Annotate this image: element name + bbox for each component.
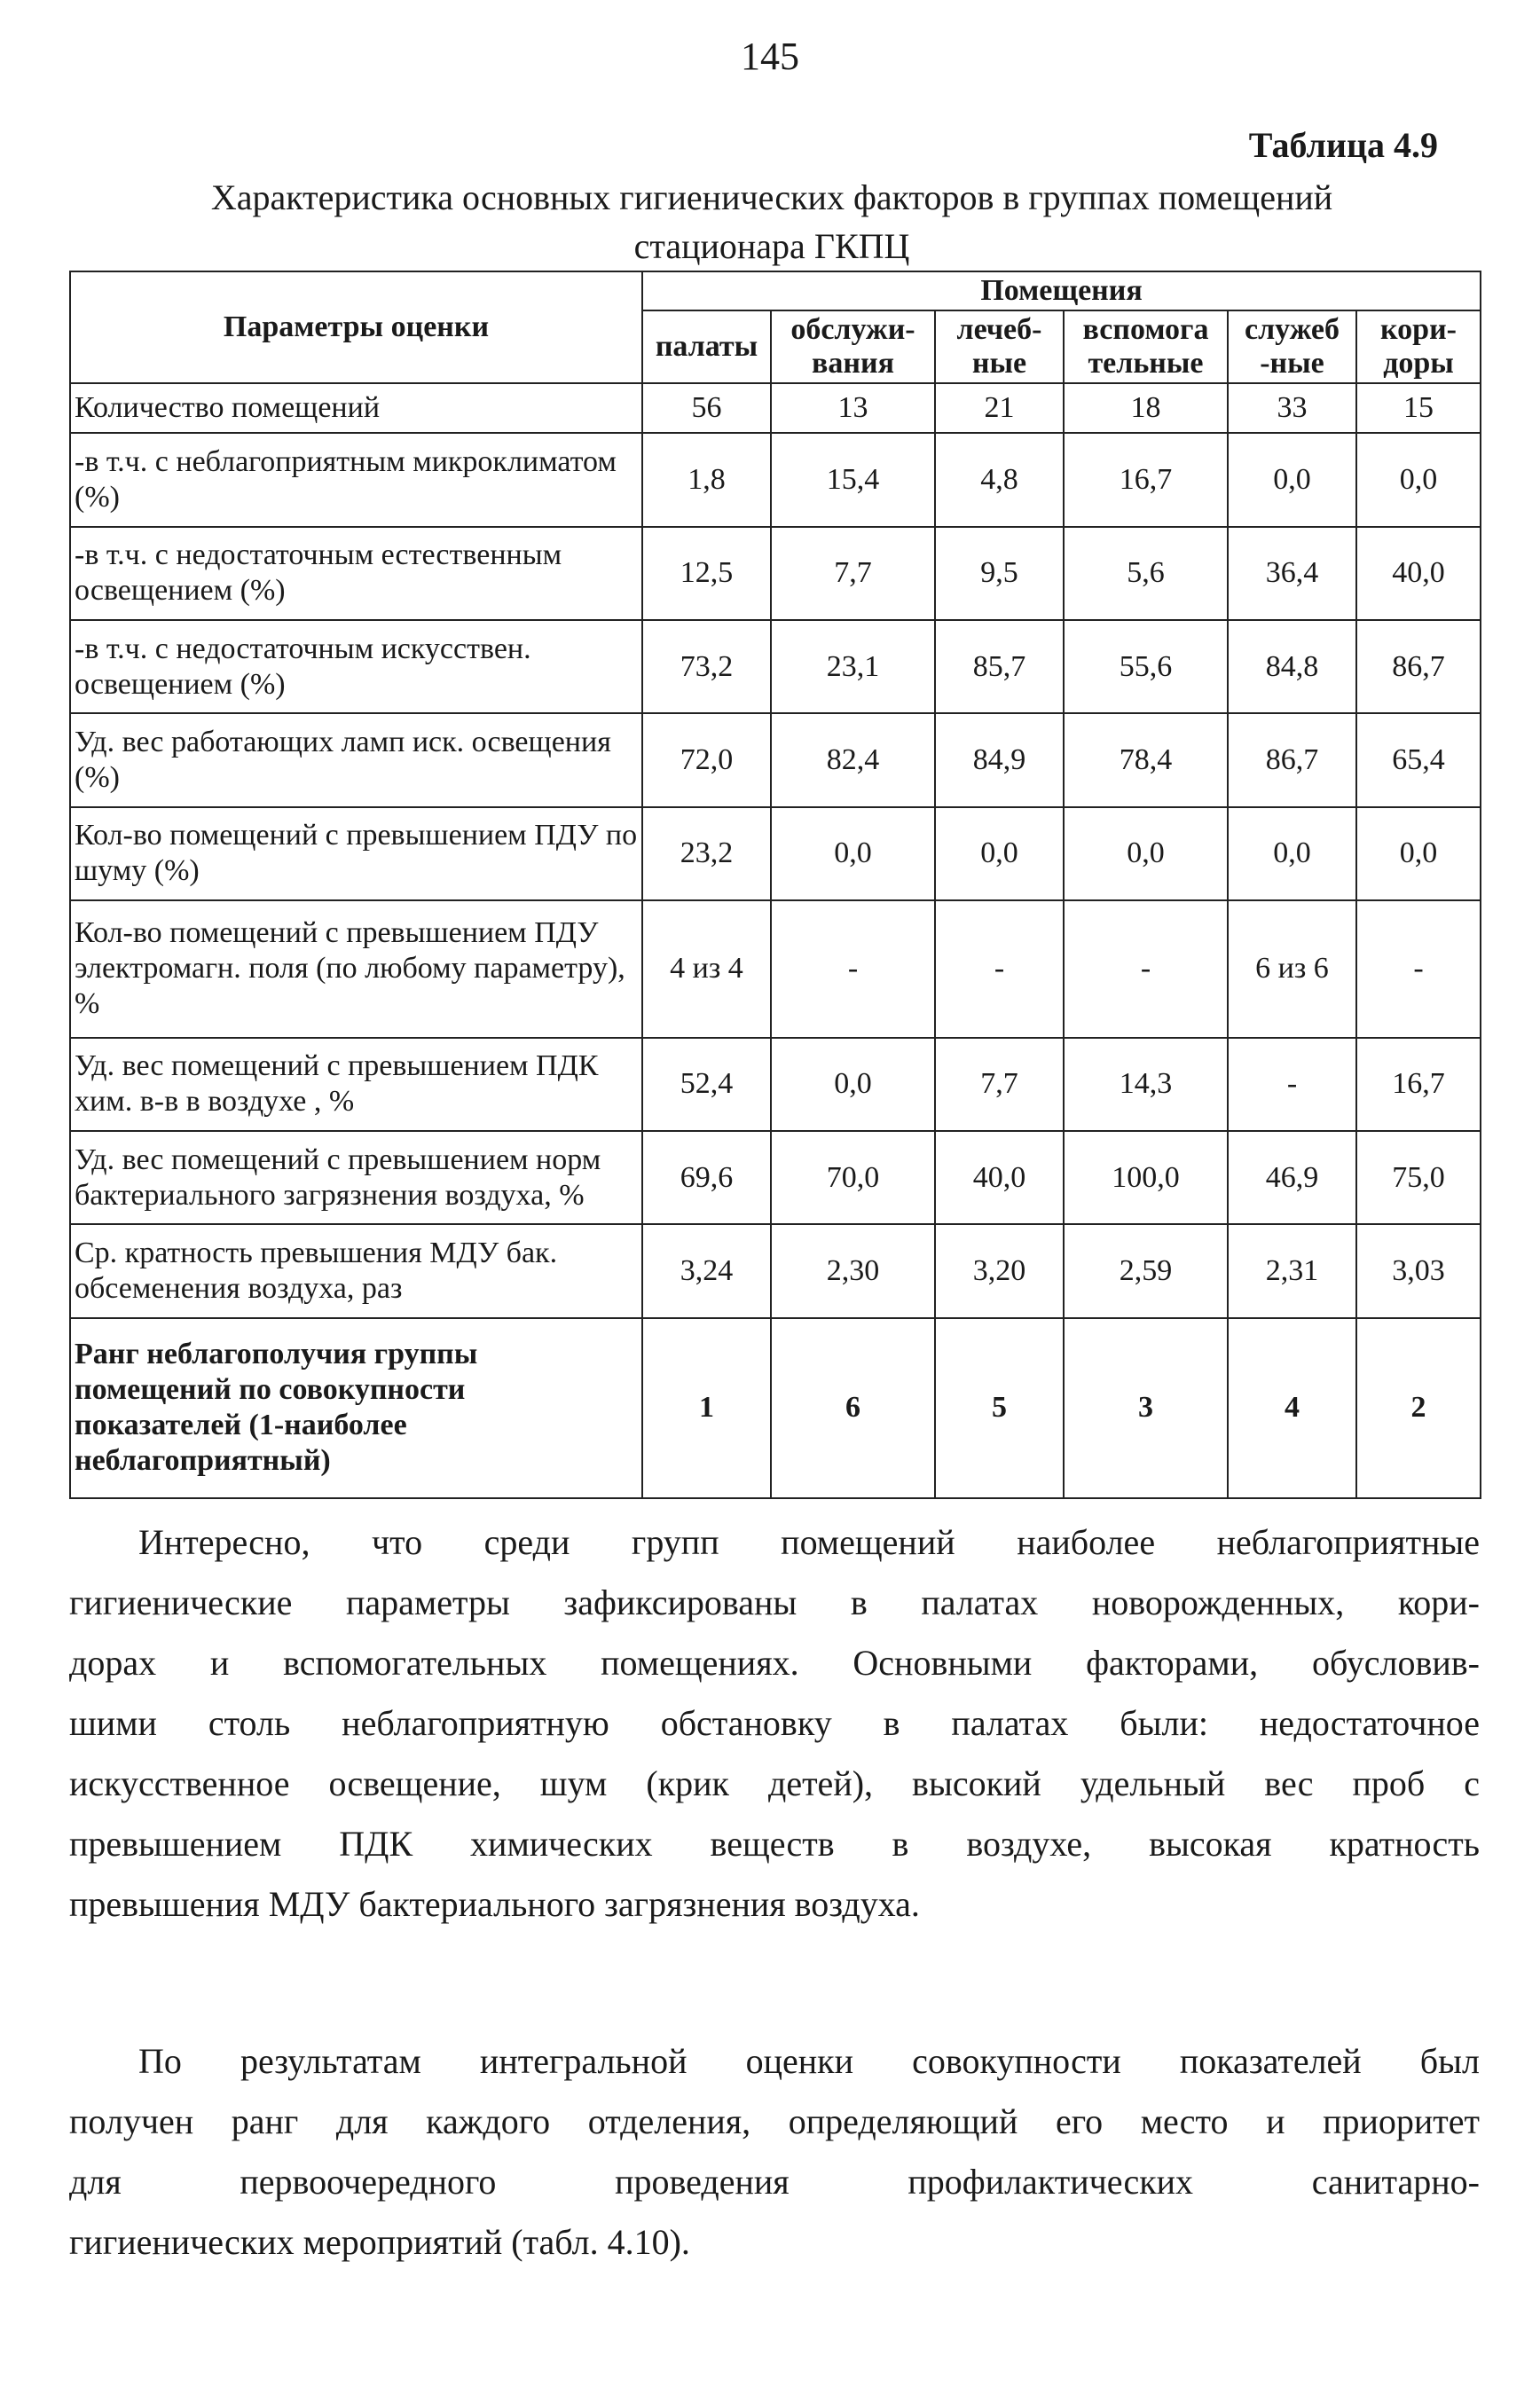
cell-value: 16,7 [1356,1038,1481,1131]
cell-value: - [771,900,935,1037]
row-label: -в т.ч. с неблагоприятным микроклиматом (%) [70,433,642,526]
cell-value: 1 [642,1318,771,1498]
row-label: Уд. вес работающих ламп иск. освещения (%) [70,713,642,806]
cell-value: 13 [771,383,935,433]
cell-value: 18 [1064,383,1228,433]
text-line: получен ранг для каждого отделения, определяющий его место и приоритет [69,2101,1480,2141]
paragraph-1 [69,1512,1480,1935]
cell-value: 65,4 [1356,713,1481,806]
cell-value: 3,03 [1356,1224,1481,1317]
cell-value: 14,3 [1064,1038,1228,1131]
cell-value: 78,4 [1064,713,1228,806]
row-label: Уд. вес помещений с превышением норм бактериального загрязнения воздуха, % [70,1131,642,1224]
cell-value: 3,24 [642,1224,771,1317]
text-line: превышения МДУ бактериального загрязнения воздуха. [69,1884,920,1924]
column-header: обслужи-вания [771,310,935,383]
cell-value: - [1064,900,1228,1037]
cell-value: 4 из 4 [642,900,771,1037]
cell-value: - [1228,1038,1356,1131]
cell-value: 15 [1356,383,1481,433]
cell-value: 52,4 [642,1038,771,1131]
cell-value: 86,7 [1228,713,1356,806]
table-row [70,383,1481,433]
cell-value: 0,0 [1356,433,1481,526]
text-line: превышением ПДК химических веществ в воздухе, высокая кратность [69,1824,1480,1864]
cell-value: 73,2 [642,620,771,713]
cell-value: 40,0 [1356,527,1481,620]
cell-value: 2,31 [1228,1224,1356,1317]
cell-value: 5,6 [1064,527,1228,620]
cell-value: 36,4 [1228,527,1356,620]
column-header: вспомога тельные [1064,310,1228,383]
cell-value: 85,7 [935,620,1064,713]
cell-value: 16,7 [1064,433,1228,526]
table-row [70,1318,1481,1498]
cell-value: 4,8 [935,433,1064,526]
cell-value: 40,0 [935,1131,1064,1224]
cell-value: 2,30 [771,1224,935,1317]
cell-value: 46,9 [1228,1131,1356,1224]
table-label: Таблица 4.9 [1248,125,1438,165]
text-line: искусственное освещение, шум (крик детей), высокий удельный вес проб с [69,1763,1480,1803]
hygiene-factors-table [69,271,1481,1499]
cell-value: - [935,900,1064,1037]
column-header: служеб -ные [1228,310,1356,383]
cell-value: 72,0 [642,713,771,806]
row-label: Ранг неблагополучия группы помещений по совокупности показателей (1-наиболее неблагоприятный) [70,1318,642,1498]
cell-value: 84,9 [935,713,1064,806]
cell-value: 6 [771,1318,935,1498]
cell-value: 2 [1356,1318,1481,1498]
cell-value: 7,7 [935,1038,1064,1131]
table-row [70,1224,1481,1317]
column-header: лечеб-ные [935,310,1064,383]
cell-value: 69,6 [642,1131,771,1224]
cell-value: 75,0 [1356,1131,1481,1224]
text-line: гигиенические параметры зафиксированы в палатах новорожденных, кори- [69,1582,1480,1622]
row-label: -в т.ч. с недостаточным искусствен. освещением (%) [70,620,642,713]
column-header: кори-доры [1356,310,1481,383]
cell-value: 1,8 [642,433,771,526]
cell-value: 12,5 [642,527,771,620]
cell-value: 23,2 [642,807,771,900]
cell-value: 0,0 [935,807,1064,900]
text-line: гигиенических мероприятий (табл. 4.10). [69,2222,690,2262]
cell-value: 7,7 [771,527,935,620]
cell-value: 0,0 [1064,807,1228,900]
cell-value: 2,59 [1064,1224,1228,1317]
cell-value: 21 [935,383,1064,433]
cell-value: 4 [1228,1318,1356,1498]
table-row [70,527,1481,620]
table-row [70,1131,1481,1224]
row-label: Кол-во помещений с превышением ПДУ электромагн. поля (по любому параметру), % [70,900,642,1037]
table-row [70,713,1481,806]
table-row [70,433,1481,526]
cell-value: 15,4 [771,433,935,526]
paragraph-2 [69,2031,1480,2273]
cell-value: 0,0 [1228,433,1356,526]
row-label: -в т.ч. с недостаточным естественным освещением (%) [70,527,642,620]
cell-value: 0,0 [771,1038,935,1131]
cell-value: 86,7 [1356,620,1481,713]
column-header: палаты [642,310,771,383]
cell-value: 100,0 [1064,1131,1228,1224]
cell-value: - [1356,900,1481,1037]
cell-value: 0,0 [1356,807,1481,900]
page-number: 145 [741,35,799,78]
cell-value: 55,6 [1064,620,1228,713]
cell-value: 3 [1064,1318,1228,1498]
table-row [70,620,1481,713]
cell-value: 56 [642,383,771,433]
table-title: Характеристика основных гигиенических факторов в группах помещений стационара ГКПЦ [210,177,1333,266]
text-line: Интересно, что среди групп помещений наиболее неблагоприятные [138,1522,1480,1562]
table-row [70,1038,1481,1131]
cell-value: 82,4 [771,713,935,806]
text-line: для первоочередного проведения профилактических санитарно- [69,2162,1480,2202]
cell-value: 5 [935,1318,1064,1498]
table-row [70,900,1481,1037]
cell-value: 84,8 [1228,620,1356,713]
cell-value: 0,0 [1228,807,1356,900]
text-line: По результатам интегральной оценки совокупности показателей был [138,2041,1480,2081]
row-label: Количество помещений [70,383,642,433]
cell-value: 9,5 [935,527,1064,620]
param-header: Параметры оценки [70,271,642,383]
row-label: Кол-во помещений с превышением ПДУ по шуму (%) [70,807,642,900]
cell-value: 33 [1228,383,1356,433]
cell-value: 0,0 [771,807,935,900]
text-line: шими столь неблагоприятную обстановку в палатах были: недостаточное [69,1703,1480,1743]
table-row [70,807,1481,900]
row-label: Уд. вес помещений с превышением ПДК хим. в-в в воздухе , % [70,1038,642,1131]
cell-value: 6 из 6 [1228,900,1356,1037]
cell-value: 23,1 [771,620,935,713]
cell-value: 70,0 [771,1131,935,1224]
row-label: Ср. кратность превышения МДУ бак. обсеменения воздуха, раз [70,1224,642,1317]
group-header: Помещения [642,271,1481,310]
text-line: дорах и вспомогательных помещениях. Основными факторами, обусловив- [69,1643,1480,1683]
cell-value: 3,20 [935,1224,1064,1317]
